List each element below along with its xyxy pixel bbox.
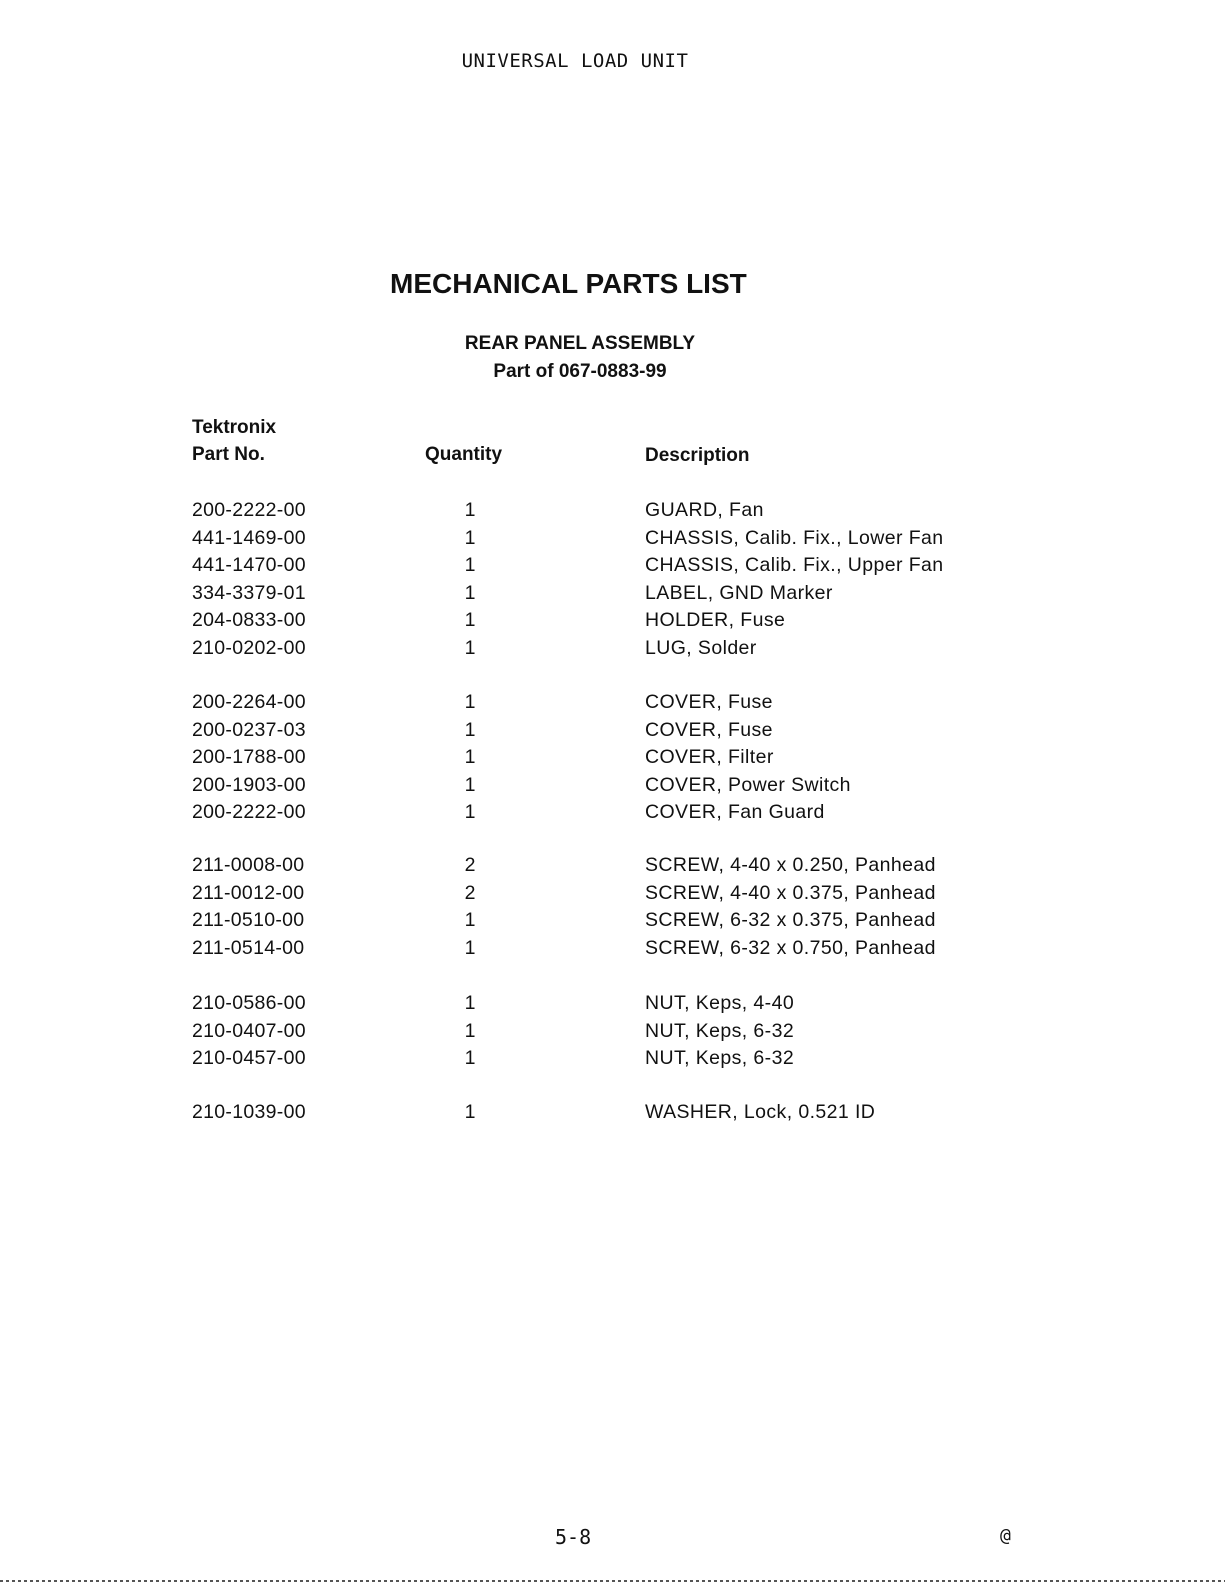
part-number-cell: 200-2264-00 xyxy=(192,691,306,713)
quantity-cell: 1 xyxy=(464,636,476,659)
table-row xyxy=(0,935,1225,962)
table-row xyxy=(0,1018,1225,1045)
table-row xyxy=(0,552,1225,579)
part-header-line2: Part No. xyxy=(192,444,265,465)
description-cell: HOLDER, Fuse xyxy=(645,609,786,631)
description-cell: WASHER, Lock, 0.521 ID xyxy=(645,1101,876,1123)
page-title: MECHANICAL PARTS LIST xyxy=(390,268,747,299)
quantity-cell: 1 xyxy=(464,1047,476,1069)
table-row xyxy=(0,799,1225,826)
table-row xyxy=(0,744,1225,771)
quantity-cell: 1 xyxy=(464,581,476,604)
table-row xyxy=(0,852,1225,879)
description-cell: NUT, Keps, 4-40 xyxy=(645,992,795,1014)
corner-mark: @ xyxy=(1000,1525,1011,1546)
quantity-column-header: Quantity xyxy=(425,444,503,465)
part-number-cell: 334-3379-01 xyxy=(192,581,306,604)
table-row xyxy=(0,497,1225,524)
part-number-cell: 200-0237-03 xyxy=(192,718,306,741)
quantity-cell: 1 xyxy=(464,801,476,823)
description-cell: SCREW, 6-32 x 0.750, Panhead xyxy=(645,936,936,959)
table-row xyxy=(0,907,1225,934)
part-number-cell: 441-1470-00 xyxy=(192,554,306,576)
description-column-header: Description xyxy=(645,445,750,466)
description-cell: NUT, Keps, 6-32 xyxy=(645,1019,795,1042)
part-number-cell: 200-1903-00 xyxy=(192,773,306,796)
description-cell: SCREW, 6-32 x 0.375, Panhead xyxy=(645,909,936,931)
part-number-cell: 211-0012-00 xyxy=(192,881,305,904)
description-cell: COVER, Fuse xyxy=(645,718,773,741)
table-row xyxy=(0,772,1225,799)
table-row xyxy=(0,689,1225,716)
part-header-line1: Tektronix xyxy=(192,417,277,438)
quantity-cell: 2 xyxy=(464,854,476,876)
description-cell: SCREW, 4-40 x 0.375, Panhead xyxy=(645,881,936,904)
part-number-cell: 211-0510-00 xyxy=(192,909,305,931)
description-cell: SCREW, 4-40 x 0.250, Panhead xyxy=(645,854,936,876)
quantity-cell: 1 xyxy=(464,718,476,741)
quantity-cell: 1 xyxy=(464,499,476,521)
quantity-cell: 1 xyxy=(464,746,476,768)
part-number-cell: 200-2222-00 xyxy=(192,499,306,521)
part-number-cell: 200-2222-00 xyxy=(192,801,306,823)
description-cell: COVER, Fuse xyxy=(645,691,773,713)
quantity-cell: 1 xyxy=(464,609,476,631)
quantity-cell: 1 xyxy=(464,936,476,959)
bottom-rule xyxy=(0,1580,1225,1582)
quantity-cell: 1 xyxy=(464,773,476,796)
quantity-cell: 2 xyxy=(464,881,476,904)
table-row xyxy=(0,580,1225,607)
description-cell: COVER, Filter xyxy=(645,746,774,768)
table-row xyxy=(0,635,1225,662)
table-row xyxy=(0,880,1225,907)
description-cell: CHASSIS, Calib. Fix., Lower Fan xyxy=(645,526,944,549)
table-row xyxy=(0,990,1225,1017)
description-cell: LABEL, GND Marker xyxy=(645,581,833,604)
running-header: UNIVERSAL LOAD UNIT xyxy=(461,50,689,72)
part-number-column-header xyxy=(192,414,276,468)
description-cell: LUG, Solder xyxy=(645,636,757,659)
table-row xyxy=(0,525,1225,552)
page-number: 5-8 xyxy=(555,1525,592,1549)
part-number-cell: 210-0457-00 xyxy=(192,1047,306,1069)
section-subtitle: Part of 067-0883-99 xyxy=(493,361,667,382)
quantity-cell: 1 xyxy=(464,1101,476,1123)
description-cell: COVER, Power Switch xyxy=(645,773,851,796)
table-row xyxy=(0,1045,1225,1072)
description-cell: CHASSIS, Calib. Fix., Upper Fan xyxy=(645,554,944,576)
quantity-cell: 1 xyxy=(464,526,476,549)
part-number-cell: 210-1039-00 xyxy=(192,1101,306,1123)
table-row xyxy=(0,717,1225,744)
quantity-cell: 1 xyxy=(464,1019,476,1042)
part-number-cell: 210-0586-00 xyxy=(192,992,306,1014)
part-number-cell: 204-0833-00 xyxy=(192,609,306,631)
quantity-cell: 1 xyxy=(464,992,476,1014)
quantity-cell: 1 xyxy=(464,909,476,931)
description-cell: GUARD, Fan xyxy=(645,499,764,521)
part-number-cell: 441-1469-00 xyxy=(192,526,306,549)
part-number-cell: 211-0008-00 xyxy=(192,854,305,876)
part-number-cell: 200-1788-00 xyxy=(192,746,306,768)
description-cell: NUT, Keps, 6-32 xyxy=(645,1047,795,1069)
description-cell: COVER, Fan Guard xyxy=(645,801,825,823)
part-number-cell: 210-0407-00 xyxy=(192,1019,306,1042)
part-number-cell: 210-0202-00 xyxy=(192,636,306,659)
quantity-cell: 1 xyxy=(464,691,476,713)
quantity-cell: 1 xyxy=(464,554,476,576)
part-number-cell: 211-0514-00 xyxy=(192,936,305,959)
section-title: REAR PANEL ASSEMBLY xyxy=(464,333,696,354)
table-row xyxy=(0,1099,1225,1126)
table-row xyxy=(0,607,1225,634)
